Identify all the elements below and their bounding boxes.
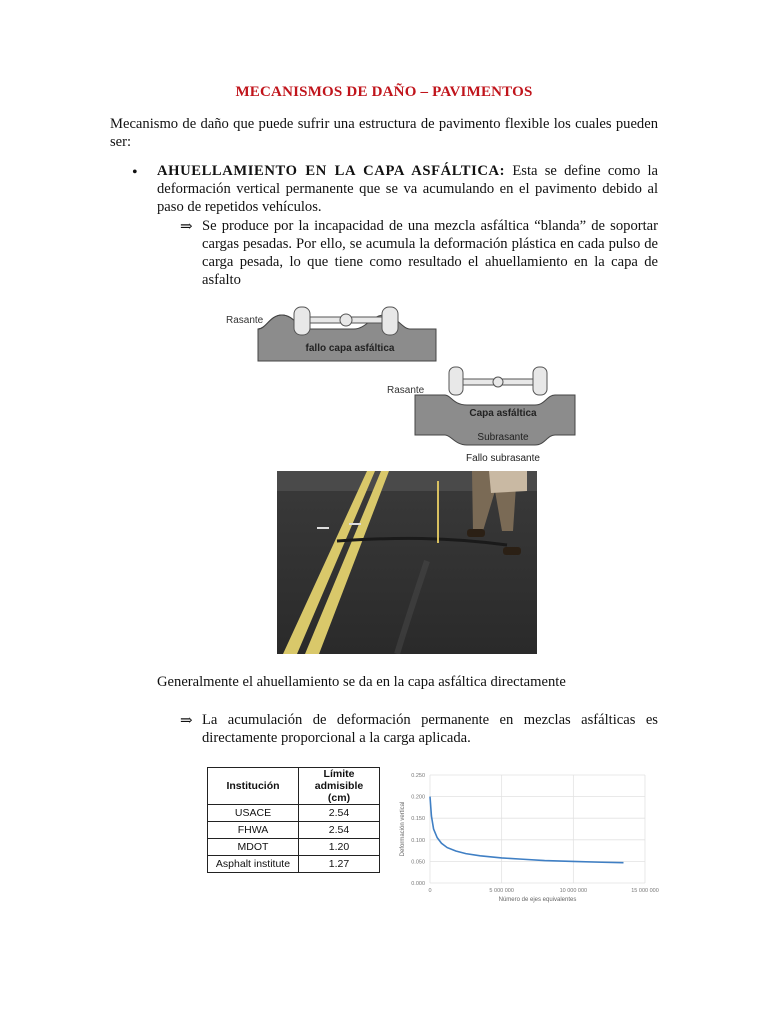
chart-y-tick-label: 0.000 [411,881,425,887]
chart-y-tick-label: 0.100 [411,837,425,844]
chart-y-tick-label: 0.150 [411,816,425,823]
table-row [208,856,380,873]
sub-paragraph-1: Se produce por la incapacidad de una mezcla asfáltica “blanda” de soportar cargas pesadas. Por ello, se acumula la deformación plástica en cada pulso de carga pesada, lo que tiene como resultado el ahuellamiento en la capa de asfalto [202,218,658,288]
bullet-text: Esta se define como la deformación vertical permanente que se va acumulando en el pavimento debido al paso de repetidos vehículos. [157,163,659,215]
bullet-paragraph [157,162,658,216]
rutting-diagram-subgrade [385,365,580,465]
chart-x-tick-label: 10 000 000 [559,888,588,894]
chart-y-tick-label: 0.250 [411,773,425,779]
chart-y-tick-label: 0.050 [411,859,425,866]
table-cell-limit: 1.27 [299,856,380,873]
chart-y-axis-label: Deformación vertical [400,801,406,857]
chart-series-line [430,797,624,863]
diagram2-rasante-label: Rasante [387,385,425,396]
chart-y-ticks [411,773,425,887]
table-cell-limit: 2.54 [299,805,380,822]
table-cell-limit: 2.54 [299,822,380,839]
diagram2-fallo-label: Fallo subrasante [466,453,540,464]
table-cell-institution: FHWA [208,822,299,839]
diagram1-rasante-label: Rasante [226,315,264,326]
table-cell-institution: Asphalt institute [208,856,299,873]
rutting-diagram-asphalt [222,305,444,365]
table-row [208,822,380,839]
table-header-row [208,768,380,805]
arrow-icon: ⇒ [180,219,193,235]
diagram2-subrasante-label: Subrasante [477,432,529,443]
table-cell-institution: USACE [208,805,299,822]
bullet-marker: • [132,164,138,181]
chart-y-tick-label: 0.200 [411,794,425,801]
sub-paragraph-2: La acumulación de deformación permanente en mezclas asfálticas es directamente proporcional a la carga aplicada. [202,712,658,746]
table-header-limit-line1: Límite admisible [314,768,364,792]
table-row [208,839,380,856]
page-title: MECANISMOS DE DAÑO – PAVIMENTOS [235,84,533,100]
chart-x-ticks [428,888,658,894]
diagram1-layer-label: fallo capa asfáltica [305,343,395,354]
table-header-limit-line2: (cm) [327,792,351,804]
general-paragraph: Generalmente el ahuellamiento se da en la capa asfáltica directamente [157,674,566,690]
chart-x-axis-label: Número de ejes equivalentes [498,897,577,903]
table-cell-limit: 1.20 [299,839,380,856]
deformation-chart [385,767,660,912]
diagram2-layer-label: Capa asfáltica [469,408,537,419]
intro-paragraph: Mecanismo de daño que puede sufrir una estructura de pavimento flexible los cuales pueden ser: [110,116,658,150]
arrow-icon-2: ⇒ [180,713,193,729]
chart-grid [430,775,645,883]
table-header-limit [299,768,380,805]
chart-x-tick-label: 0 [428,888,432,894]
table-cell-institution: MDOT [208,839,299,856]
chart-x-tick-label: 5 000 000 [489,888,514,894]
table-row [208,805,380,822]
chart-x-tick-label: 15 000 000 [631,888,659,894]
road-rutting-photo [277,471,537,654]
table-header-institution: Institución [208,768,299,805]
admissible-limit-table [207,767,380,873]
bullet-heading: AHUELLAMIENTO EN LA CAPA ASFÁLTICA: [157,163,506,179]
